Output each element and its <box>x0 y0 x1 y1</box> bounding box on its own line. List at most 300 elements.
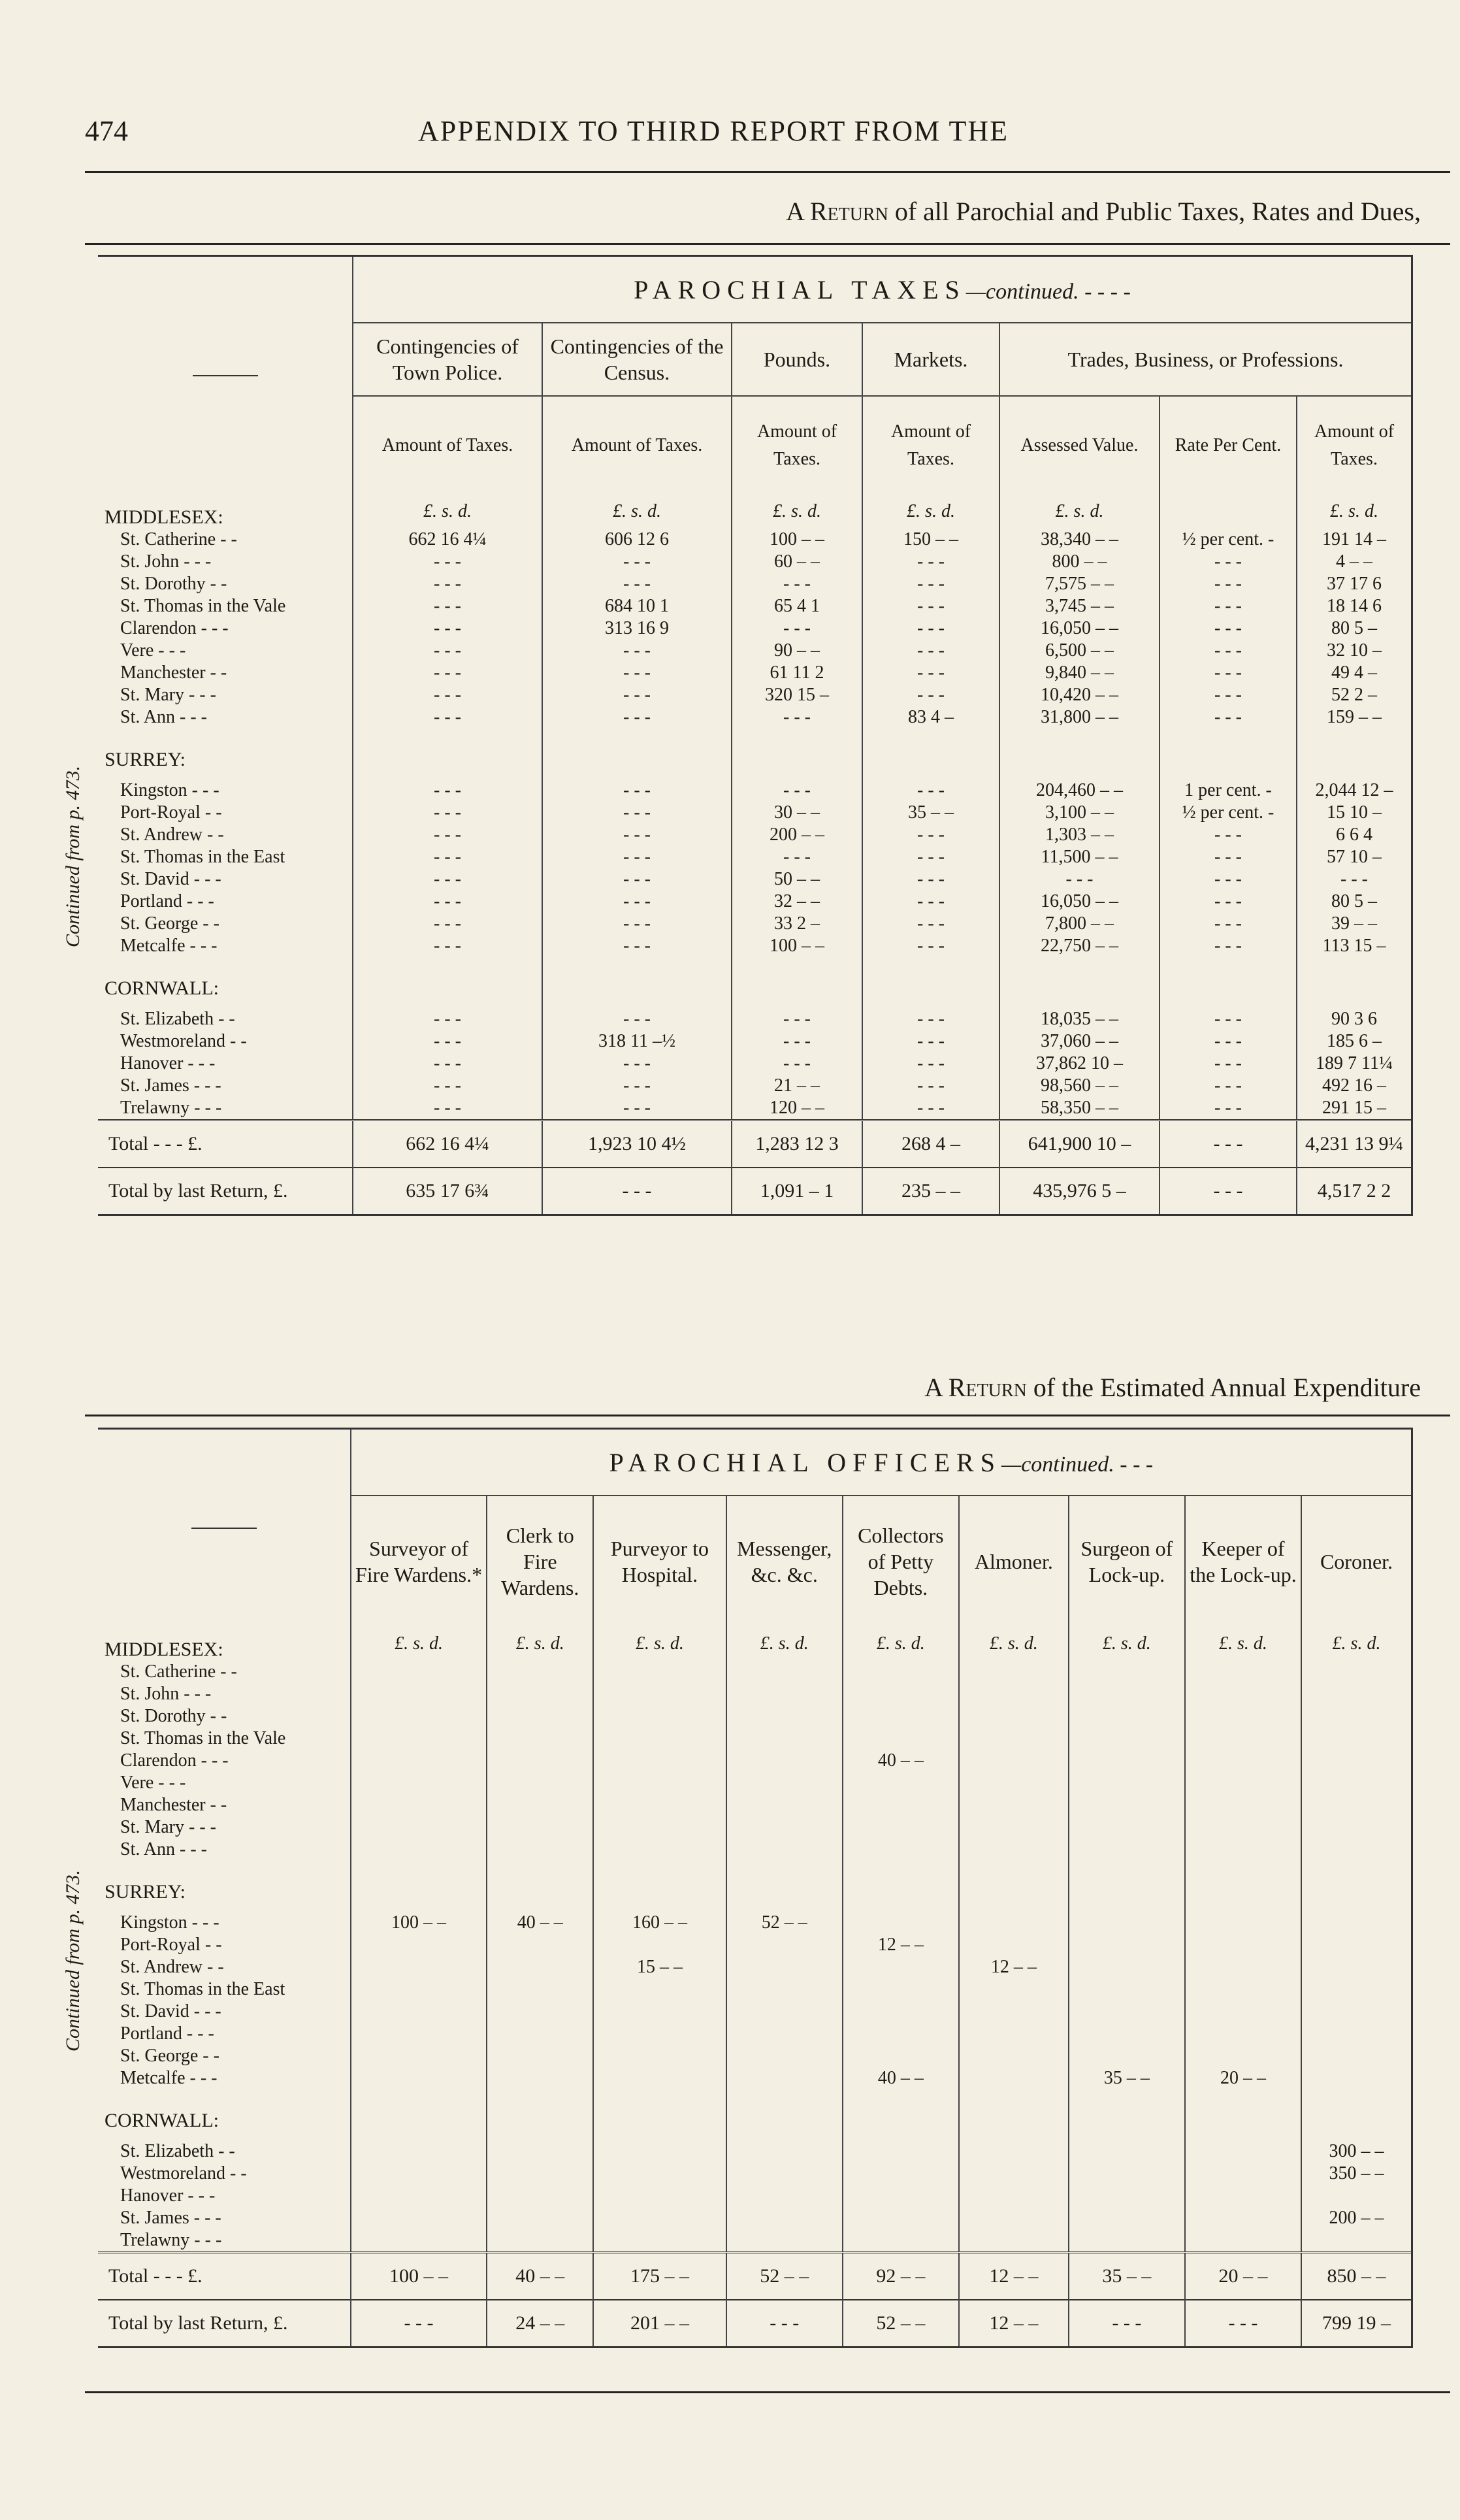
value-cell <box>843 2140 959 2163</box>
value-cell <box>1301 1839 1411 1861</box>
place-name: Portland - - - <box>120 891 214 911</box>
value-cell: - - - <box>542 662 732 684</box>
value-cell: 684 10 1 <box>542 595 732 617</box>
value-cell: - - - <box>542 1008 732 1030</box>
table-row <box>98 891 1411 913</box>
value-cell <box>726 2229 843 2253</box>
value-cell <box>726 2185 843 2207</box>
table-row <box>98 2001 1411 2023</box>
value-cell: 9,840 – – <box>999 662 1160 684</box>
value-cell <box>593 1816 726 1839</box>
value-cell: - - - <box>732 573 862 595</box>
place-name: St. Ann - - - <box>120 1839 207 1859</box>
total-value: 1,283 12 3 <box>732 1121 862 1168</box>
table-row <box>98 529 1411 551</box>
table-row <box>98 1053 1411 1075</box>
place-name: Vere - - - <box>120 640 186 661</box>
place-name: St. Dorothy - - <box>120 574 227 594</box>
place-name: St. George - - <box>120 2046 219 2066</box>
value-cell: - - - <box>1160 868 1297 891</box>
value-cell <box>726 1956 843 1978</box>
value-cell <box>1301 2067 1411 2089</box>
value-cell: - - - <box>862 662 999 684</box>
place-name: Hanover - - - <box>120 1053 216 1073</box>
table-row <box>98 1075 1411 1097</box>
place-name: St. Thomas in the East <box>120 1979 285 1999</box>
value-cell <box>351 2001 487 2023</box>
value-cell <box>1185 2045 1301 2067</box>
value-cell <box>959 1750 1069 1772</box>
value-cell <box>351 1705 487 1727</box>
value-cell: 189 7 11¼ <box>1297 1053 1411 1075</box>
value-cell <box>843 1978 959 2001</box>
value-cell <box>1069 1978 1185 2001</box>
value-cell <box>726 2067 843 2089</box>
county-row <box>98 2089 1411 2140</box>
value-cell: - - - <box>1160 595 1297 617</box>
value-cell: 159 – – <box>1297 706 1411 728</box>
value-cell <box>487 1934 593 1956</box>
value-cell <box>487 1816 593 1839</box>
value-cell <box>959 1772 1069 1794</box>
value-cell: - - - <box>353 1008 542 1030</box>
taxes-body <box>98 495 1411 1214</box>
table-row <box>98 2140 1411 2163</box>
value-cell: - - - <box>862 846 999 868</box>
unit-cell: £. s. d. <box>351 1627 487 1661</box>
value-cell <box>1301 2023 1411 2045</box>
value-cell <box>1185 1772 1301 1794</box>
value-cell <box>351 2023 487 2045</box>
table-row <box>98 1683 1411 1705</box>
table-row <box>98 662 1411 684</box>
value-cell <box>1301 1956 1411 1978</box>
last-value: 12 – – <box>959 2300 1069 2346</box>
value-cell <box>1185 1956 1301 1978</box>
value-cell: 50 – – <box>732 868 862 891</box>
place-name: St. Dorothy - - <box>120 1706 227 1726</box>
table-row <box>98 1750 1411 1772</box>
value-cell: - - - <box>542 824 732 846</box>
value-cell <box>351 2163 487 2185</box>
place-name: St. Thomas in the Vale <box>120 1728 286 1748</box>
rule <box>85 1415 1450 1416</box>
empty-cell <box>843 1861 959 1912</box>
officers-body <box>98 1627 1411 2346</box>
empty-cell <box>1160 957 1297 1008</box>
value-cell: - - - <box>542 935 732 957</box>
place-name: St. Elizabeth - - <box>120 2141 235 2161</box>
table-row <box>98 573 1411 595</box>
county-row <box>98 957 1411 1008</box>
value-cell <box>1301 1912 1411 1934</box>
last-value: 635 17 6¾ <box>353 1168 542 1214</box>
place-name: St. David - - - <box>120 869 221 889</box>
value-cell <box>959 1934 1069 1956</box>
col-head-census: Contingencies of the Census. <box>542 323 732 396</box>
value-cell <box>1069 1816 1185 1839</box>
value-cell <box>959 1705 1069 1727</box>
total-value: 35 – – <box>1069 2253 1185 2300</box>
value-cell <box>959 1683 1069 1705</box>
officers-col-head: Surveyor of Fire Wardens.* <box>351 1496 487 1627</box>
empty-cell <box>1160 728 1297 779</box>
value-cell <box>1069 2229 1185 2253</box>
value-cell: 31,800 – – <box>999 706 1160 728</box>
empty-cell <box>542 957 732 1008</box>
value-cell: - - - <box>1160 684 1297 706</box>
unit-row <box>98 495 1411 529</box>
value-cell <box>843 1956 959 1978</box>
table-row <box>98 1839 1411 1861</box>
value-cell: - - - <box>732 846 862 868</box>
title-rest: of all Parochial and Public Taxes, Rates and Dues, <box>894 197 1421 226</box>
value-cell <box>593 1978 726 2001</box>
officers-col-head: Messenger, &c. &c. <box>726 1496 843 1627</box>
last-value: 799 19 – <box>1301 2300 1411 2346</box>
table-row <box>98 779 1411 802</box>
unit-cell: £. s. d. <box>999 495 1160 529</box>
value-cell <box>593 1772 726 1794</box>
place-name: St. James - - - <box>120 1075 221 1096</box>
value-cell <box>351 2067 487 2089</box>
value-cell: 39 – – <box>1297 913 1411 935</box>
value-cell <box>959 1727 1069 1750</box>
empty-cell <box>1297 728 1411 779</box>
value-cell: - - - <box>862 573 999 595</box>
value-cell: 7,575 – – <box>999 573 1160 595</box>
total-label: Total - - - £. <box>98 1121 353 1168</box>
table-row <box>98 868 1411 891</box>
table-row <box>98 1816 1411 1839</box>
value-cell: 7,800 – – <box>999 913 1160 935</box>
value-cell <box>1301 1705 1411 1727</box>
value-cell <box>726 1839 843 1861</box>
empty-cell <box>353 728 542 779</box>
empty-cell <box>959 2089 1069 2140</box>
value-cell <box>1069 1772 1185 1794</box>
header-rule <box>85 171 1450 173</box>
empty-cell <box>593 2089 726 2140</box>
value-cell <box>1069 2023 1185 2045</box>
value-cell: - - - <box>353 1097 542 1121</box>
value-cell <box>351 1934 487 1956</box>
value-cell: 16,050 – – <box>999 617 1160 640</box>
table-row <box>98 2163 1411 2185</box>
value-cell <box>593 2140 726 2163</box>
unit-cell: £. s. d. <box>732 495 862 529</box>
value-cell: - - - <box>862 617 999 640</box>
value-cell <box>487 1683 593 1705</box>
value-cell: 52 2 – <box>1297 684 1411 706</box>
value-cell <box>1185 1750 1301 1772</box>
last-value: 4,517 2 2 <box>1297 1168 1411 1214</box>
value-cell <box>843 1912 959 1934</box>
empty-cell <box>1301 2089 1411 2140</box>
value-cell: 30 – – <box>732 802 862 824</box>
empty-cell <box>487 2089 593 2140</box>
total-value: 4,231 13 9¼ <box>1297 1121 1411 1168</box>
place-name: Clarendon - - - <box>120 618 229 638</box>
value-cell <box>351 1956 487 1978</box>
value-cell <box>726 2207 843 2229</box>
value-cell: - - - <box>353 868 542 891</box>
value-cell: - - - <box>542 573 732 595</box>
table-row <box>98 706 1411 728</box>
total-value: 268 4 – <box>862 1121 999 1168</box>
value-cell: - - - <box>862 891 999 913</box>
unit-cell: £. s. d. <box>959 1627 1069 1661</box>
value-cell: - - - <box>732 1030 862 1053</box>
value-cell <box>1301 1978 1411 2001</box>
place-name: Manchester - - <box>120 663 227 683</box>
stub-corner <box>98 257 353 495</box>
value-cell <box>487 2163 593 2185</box>
place-name: St. Mary - - - <box>120 685 216 705</box>
value-cell: 90 3 6 <box>1297 1008 1411 1030</box>
value-cell <box>959 1912 1069 1934</box>
value-cell: 100 – – <box>732 529 862 551</box>
value-cell: - - - <box>732 1008 862 1030</box>
value-cell <box>726 2001 843 2023</box>
value-cell <box>959 2045 1069 2067</box>
value-cell <box>1185 2163 1301 2185</box>
value-cell <box>1185 1839 1301 1861</box>
value-cell: - - - <box>353 1030 542 1053</box>
value-cell <box>351 1683 487 1705</box>
value-cell <box>1301 1816 1411 1839</box>
empty-cell <box>1297 957 1411 1008</box>
value-cell <box>726 2163 843 2185</box>
value-cell: - - - <box>732 1053 862 1075</box>
table-row <box>98 802 1411 824</box>
unit-cell: £. s. d. <box>353 495 542 529</box>
value-cell: 83 4 – <box>862 706 999 728</box>
value-cell: - - - <box>862 824 999 846</box>
officers-return-title <box>924 1372 1421 1403</box>
place-name: Trelawny - - - <box>120 2230 222 2250</box>
value-cell <box>1185 1816 1301 1839</box>
empty-cell <box>732 957 862 1008</box>
last-value: - - - <box>1185 2300 1301 2346</box>
value-cell <box>959 1816 1069 1839</box>
unit-cell: £. s. d. <box>862 495 999 529</box>
running-head: APPENDIX TO THIRD REPORT FROM THE <box>418 115 1009 147</box>
empty-cell <box>593 1861 726 1912</box>
value-cell <box>593 1750 726 1772</box>
unit-cell: £. s. d. <box>726 1627 843 1661</box>
value-cell: - - - <box>542 640 732 662</box>
value-cell: - - - <box>1160 1008 1297 1030</box>
value-cell: 57 10 – <box>1297 846 1411 868</box>
last-value: 235 – – <box>862 1168 999 1214</box>
value-cell <box>959 2229 1069 2253</box>
value-cell <box>959 2140 1069 2163</box>
value-cell: 3,745 – – <box>999 595 1160 617</box>
value-cell <box>593 1705 726 1727</box>
value-cell: - - - <box>862 1053 999 1075</box>
value-cell <box>959 2163 1069 2185</box>
value-cell: 20 – – <box>1185 2067 1301 2089</box>
value-cell: 22,750 – – <box>999 935 1160 957</box>
value-cell: 606 12 6 <box>542 529 732 551</box>
value-cell: 33 2 – <box>732 913 862 935</box>
officers-col-head: Keeper of the Lock-up. <box>1185 1496 1301 1627</box>
value-cell <box>1069 1705 1185 1727</box>
empty-cell <box>351 1861 487 1912</box>
value-cell: - - - <box>542 868 732 891</box>
place-name: Metcalfe - - - <box>120 936 218 956</box>
value-cell: - - - <box>1160 824 1297 846</box>
value-cell: - - - <box>353 1075 542 1097</box>
value-cell <box>726 1772 843 1794</box>
table-row <box>98 2023 1411 2045</box>
value-cell: 40 – – <box>843 2067 959 2089</box>
value-cell: 6 6 4 <box>1297 824 1411 846</box>
value-cell <box>1301 1750 1411 1772</box>
value-cell: 49 4 – <box>1297 662 1411 684</box>
county-label: CORNWALL: <box>105 2110 219 2131</box>
table-row <box>98 1661 1411 1683</box>
empty-cell <box>999 957 1160 1008</box>
value-cell <box>959 2067 1069 2089</box>
value-cell <box>593 1794 726 1816</box>
total-value: 92 – – <box>843 2253 959 2300</box>
title-prefix: A <box>786 197 803 226</box>
value-cell: - - - <box>353 779 542 802</box>
value-cell: 15 10 – <box>1297 802 1411 824</box>
value-cell: 191 14 – <box>1297 529 1411 551</box>
side-caption-taxes: Continued from p. 473. <box>62 765 84 947</box>
value-cell: 492 16 – <box>1297 1075 1411 1097</box>
empty-cell <box>1185 1861 1301 1912</box>
value-cell <box>351 1794 487 1816</box>
last-value: 201 – – <box>593 2300 726 2346</box>
last-row <box>98 2300 1411 2346</box>
table-row <box>98 1030 1411 1053</box>
value-cell: - - - <box>542 706 732 728</box>
value-cell: 65 4 1 <box>732 595 862 617</box>
value-cell <box>843 1772 959 1794</box>
value-cell <box>1069 1750 1185 1772</box>
value-cell: - - - <box>1160 573 1297 595</box>
county-label: SURREY: <box>105 1881 186 1903</box>
value-cell <box>843 2001 959 2023</box>
value-cell: - - - <box>862 551 999 573</box>
value-cell <box>1301 2001 1411 2023</box>
value-cell: - - - <box>353 706 542 728</box>
value-cell: 318 11 –½ <box>542 1030 732 1053</box>
empty-cell <box>843 2089 959 2140</box>
value-cell <box>351 2045 487 2067</box>
value-cell <box>351 1978 487 2001</box>
place-name: Port-Royal - - <box>120 802 222 823</box>
value-cell <box>726 1978 843 2001</box>
place-name: Manchester - - <box>120 1795 227 1815</box>
total-row <box>98 1121 1411 1168</box>
stub-corner <box>98 1430 351 1627</box>
value-cell: - - - <box>862 868 999 891</box>
unit-cell: £. s. d. <box>1185 1627 1301 1661</box>
place-name: St. Andrew - - <box>120 1957 224 1977</box>
value-cell: - - - <box>542 802 732 824</box>
officers-col-head: Coroner. <box>1301 1496 1411 1627</box>
value-cell <box>593 1683 726 1705</box>
value-cell <box>959 2023 1069 2045</box>
value-cell: 37,060 – – <box>999 1030 1160 1053</box>
value-cell: - - - <box>1160 913 1297 935</box>
value-cell: 60 – – <box>732 551 862 573</box>
value-cell: - - - <box>542 779 732 802</box>
value-cell <box>351 1727 487 1750</box>
value-cell <box>593 1727 726 1750</box>
value-cell <box>593 2207 726 2229</box>
value-cell <box>1185 2185 1301 2207</box>
empty-cell <box>999 728 1160 779</box>
value-cell <box>726 1816 843 1839</box>
table-row <box>98 1727 1411 1750</box>
value-cell: - - - <box>353 617 542 640</box>
value-cell: 1 per cent. - <box>1160 779 1297 802</box>
value-cell <box>726 1661 843 1683</box>
value-cell: 113 15 – <box>1297 935 1411 957</box>
place-name: St. Andrew - - <box>120 825 224 845</box>
value-cell: 58,350 – – <box>999 1097 1160 1121</box>
value-cell <box>1069 1661 1185 1683</box>
value-cell: - - - <box>862 595 999 617</box>
unit-cell: £. s. d. <box>542 495 732 529</box>
last-row <box>98 1168 1411 1214</box>
total-row <box>98 2253 1411 2300</box>
empty-cell <box>1069 2089 1185 2140</box>
last-value: - - - <box>726 2300 843 2346</box>
value-cell <box>487 2140 593 2163</box>
value-cell <box>1069 2163 1185 2185</box>
value-cell: - - - <box>542 684 732 706</box>
place-name: Kingston - - - <box>120 780 219 800</box>
value-cell: - - - <box>862 913 999 935</box>
value-cell: - - - <box>1160 640 1297 662</box>
value-cell <box>1185 1978 1301 2001</box>
value-cell <box>1069 1794 1185 1816</box>
place-name: St. Catherine - - <box>120 1661 237 1682</box>
place-name: Metcalfe - - - <box>120 2068 218 2088</box>
value-cell: 350 – – <box>1301 2163 1411 2185</box>
value-cell <box>1069 2140 1185 2163</box>
value-cell: 662 16 4¼ <box>353 529 542 551</box>
value-cell <box>1069 2001 1185 2023</box>
table-row <box>98 824 1411 846</box>
value-cell: - - - <box>1160 662 1297 684</box>
value-cell: 6,500 – – <box>999 640 1160 662</box>
value-cell <box>593 2185 726 2207</box>
total-label: Total - - - £. <box>98 2253 351 2300</box>
value-cell: - - - <box>862 779 999 802</box>
sub-head: Rate Per Cent. <box>1160 396 1297 495</box>
unit-cell: £. s. d. <box>487 1627 593 1661</box>
place-name: Westmoreland - - <box>120 1031 247 1051</box>
last-value: 24 – – <box>487 2300 593 2346</box>
table-row <box>98 595 1411 617</box>
value-cell <box>487 1956 593 1978</box>
value-cell <box>1301 2185 1411 2207</box>
value-cell <box>1069 1683 1185 1705</box>
value-cell <box>843 2185 959 2207</box>
value-cell <box>1185 1661 1301 1683</box>
county-label: MIDDLESEX: <box>105 506 223 528</box>
section-title: PAROCHIAL TAXES—continued. - - - - <box>353 257 1411 323</box>
value-cell: - - - <box>1160 706 1297 728</box>
